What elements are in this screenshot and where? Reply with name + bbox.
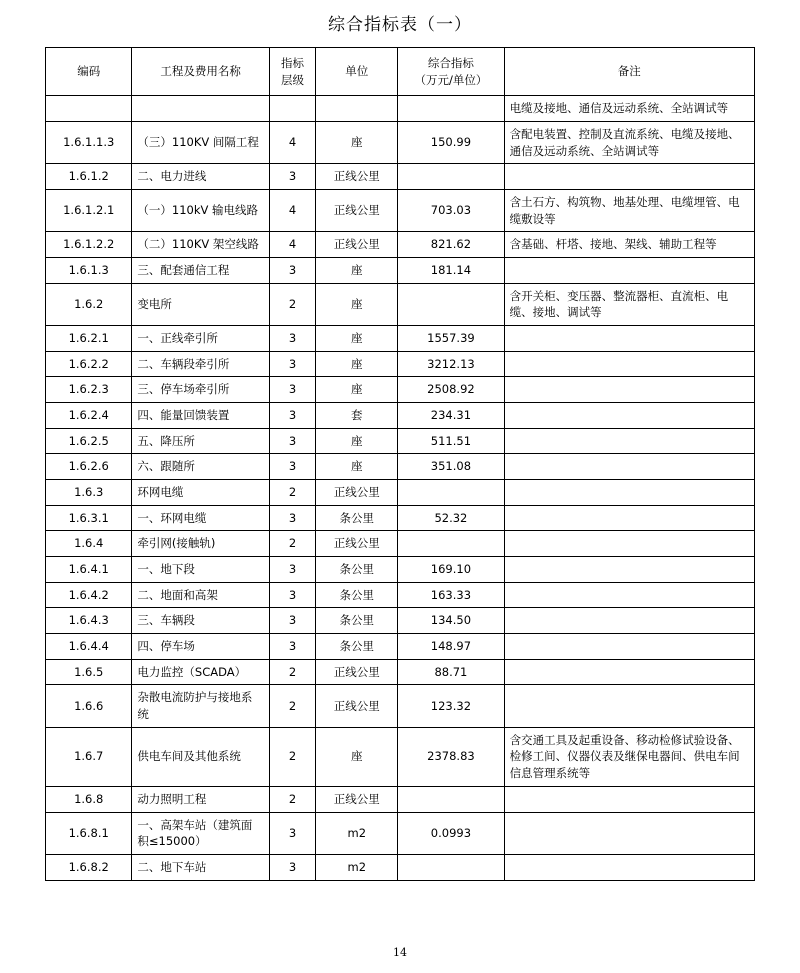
cell-unit: 套 [316, 403, 398, 429]
cell-name: 四、停车场 [132, 634, 269, 660]
cell-unit: 正线公里 [316, 232, 398, 258]
cell-code: 1.6.4.4 [46, 634, 132, 660]
cell-unit: 条公里 [316, 634, 398, 660]
cell-code: 1.6.2.5 [46, 428, 132, 454]
cell-name: 一、高架车站（建筑面积≤15000） [132, 812, 269, 854]
cell-code: 1.6.2 [46, 283, 132, 325]
cell-index [398, 96, 504, 122]
cell-code: 1.6.1.1.3 [46, 122, 132, 164]
cell-index: 2508.92 [398, 377, 504, 403]
cell-unit: 正线公里 [316, 190, 398, 232]
cell-unit: 座 [316, 428, 398, 454]
indicator-table-wrapper [45, 47, 755, 881]
header-index-line1: 综合指标 [427, 56, 474, 70]
cell-name: （二）110KV 架空线路 [132, 232, 269, 258]
cell-level: 2 [269, 480, 316, 506]
cell-code: 1.6.4 [46, 531, 132, 557]
cell-unit: 条公里 [316, 505, 398, 531]
cell-index: 123.32 [398, 685, 504, 727]
cell-level: 3 [269, 454, 316, 480]
cell-remark [504, 634, 754, 660]
header-level-line1: 指标 [281, 56, 305, 70]
cell-name: 二、车辆段牵引所 [132, 351, 269, 377]
cell-name [132, 96, 269, 122]
cell-remark [504, 685, 754, 727]
table-row [46, 122, 755, 164]
cell-code: 1.6.1.2.1 [46, 190, 132, 232]
table-row [46, 454, 755, 480]
cell-remark [504, 377, 754, 403]
cell-index [398, 786, 504, 812]
cell-name: 环网电缆 [132, 480, 269, 506]
cell-index: 134.50 [398, 608, 504, 634]
cell-level: 4 [269, 232, 316, 258]
cell-index: 821.62 [398, 232, 504, 258]
cell-index: 351.08 [398, 454, 504, 480]
header-level [269, 48, 316, 96]
table-row [46, 786, 755, 812]
table-row [46, 505, 755, 531]
cell-level: 2 [269, 283, 316, 325]
cell-name: 三、车辆段 [132, 608, 269, 634]
cell-level: 3 [269, 634, 316, 660]
cell-unit: 正线公里 [316, 786, 398, 812]
cell-unit: 条公里 [316, 557, 398, 583]
cell-unit: 座 [316, 454, 398, 480]
cell-code: 1.6.6 [46, 685, 132, 727]
table-row [46, 164, 755, 190]
cell-remark [504, 258, 754, 284]
table-row [46, 428, 755, 454]
table-row [46, 480, 755, 506]
cell-unit: 正线公里 [316, 685, 398, 727]
cell-remark [504, 403, 754, 429]
cell-level [269, 96, 316, 122]
cell-remark [504, 582, 754, 608]
cell-level: 3 [269, 403, 316, 429]
cell-name: 变电所 [132, 283, 269, 325]
cell-code: 1.6.2.1 [46, 326, 132, 352]
cell-name: （一）110kV 输电线路 [132, 190, 269, 232]
table-row [46, 258, 755, 284]
cell-unit: 条公里 [316, 582, 398, 608]
cell-index: 148.97 [398, 634, 504, 660]
table-row [46, 96, 755, 122]
cell-remark [504, 505, 754, 531]
cell-code: 1.6.8.1 [46, 812, 132, 854]
cell-unit: 正线公里 [316, 480, 398, 506]
cell-index: 3212.13 [398, 351, 504, 377]
cell-code: 1.6.8.2 [46, 854, 132, 880]
cell-remark [504, 659, 754, 685]
cell-code: 1.6.1.2.2 [46, 232, 132, 258]
table-row [46, 531, 755, 557]
cell-code: 1.6.2.6 [46, 454, 132, 480]
cell-level: 3 [269, 582, 316, 608]
cell-remark [504, 557, 754, 583]
cell-index: 181.14 [398, 258, 504, 284]
cell-name: 一、环网电缆 [132, 505, 269, 531]
cell-remark [504, 608, 754, 634]
cell-index: 703.03 [398, 190, 504, 232]
cell-remark [504, 454, 754, 480]
cell-unit: 正线公里 [316, 531, 398, 557]
table-row [46, 727, 755, 786]
cell-unit: 座 [316, 727, 398, 786]
cell-level: 4 [269, 122, 316, 164]
cell-level: 2 [269, 685, 316, 727]
cell-index: 52.32 [398, 505, 504, 531]
cell-index: 169.10 [398, 557, 504, 583]
indicator-table [45, 47, 755, 881]
table-row [46, 582, 755, 608]
table-row [46, 232, 755, 258]
cell-name: 五、降压所 [132, 428, 269, 454]
cell-code: 1.6.7 [46, 727, 132, 786]
cell-unit: 座 [316, 326, 398, 352]
page-title: 综合指标表（一） [328, 15, 472, 35]
cell-remark: 含配电装置、控制及直流系统、电缆及接地、通信及远动系统、全站调试等 [504, 122, 754, 164]
cell-unit: 座 [316, 377, 398, 403]
cell-code: 1.6.1.3 [46, 258, 132, 284]
cell-code: 1.6.3 [46, 480, 132, 506]
cell-level: 3 [269, 258, 316, 284]
table-row [46, 190, 755, 232]
table-row [46, 351, 755, 377]
cell-code: 1.6.4.3 [46, 608, 132, 634]
cell-level: 3 [269, 608, 316, 634]
cell-index: 1557.39 [398, 326, 504, 352]
header-remark: 备注 [504, 48, 754, 96]
table-body [46, 96, 755, 880]
cell-unit: 正线公里 [316, 659, 398, 685]
cell-remark [504, 351, 754, 377]
cell-name: 杂散电流防护与接地系统 [132, 685, 269, 727]
table-row [46, 608, 755, 634]
cell-name: 牵引网(接触轨) [132, 531, 269, 557]
cell-level: 3 [269, 326, 316, 352]
cell-level: 3 [269, 812, 316, 854]
cell-unit: 座 [316, 258, 398, 284]
table-row [46, 634, 755, 660]
cell-index [398, 531, 504, 557]
cell-name: 二、电力进线 [132, 164, 269, 190]
cell-index: 234.31 [398, 403, 504, 429]
table-row [46, 854, 755, 880]
table-row [46, 283, 755, 325]
cell-name: 六、跟随所 [132, 454, 269, 480]
cell-name: 二、地面和高架 [132, 582, 269, 608]
cell-remark [504, 480, 754, 506]
header-index-line2: （万元/单位） [414, 72, 488, 87]
cell-level: 2 [269, 786, 316, 812]
cell-name: 三、配套通信工程 [132, 258, 269, 284]
cell-remark [504, 854, 754, 880]
cell-name: 二、地下车站 [132, 854, 269, 880]
cell-unit: 正线公里 [316, 164, 398, 190]
cell-index: 150.99 [398, 122, 504, 164]
cell-level: 3 [269, 854, 316, 880]
cell-name: 供电车间及其他系统 [132, 727, 269, 786]
header-name: 工程及费用名称 [132, 48, 269, 96]
cell-level: 3 [269, 557, 316, 583]
cell-index [398, 480, 504, 506]
header-level-line2: 层级 [281, 72, 305, 87]
cell-index [398, 854, 504, 880]
table-row [46, 326, 755, 352]
cell-name: （三）110KV 间隔工程 [132, 122, 269, 164]
cell-unit: m2 [316, 854, 398, 880]
cell-code: 1.6.5 [46, 659, 132, 685]
table-row [46, 659, 755, 685]
cell-level: 3 [269, 351, 316, 377]
page-number: 14 [393, 946, 407, 959]
cell-index: 511.51 [398, 428, 504, 454]
cell-level: 3 [269, 428, 316, 454]
cell-code: 1.6.1.2 [46, 164, 132, 190]
table-row [46, 377, 755, 403]
cell-remark [504, 531, 754, 557]
cell-unit: 座 [316, 283, 398, 325]
cell-remark [504, 812, 754, 854]
header-index [398, 48, 504, 96]
cell-level: 3 [269, 505, 316, 531]
header-unit: 单位 [316, 48, 398, 96]
cell-level: 2 [269, 727, 316, 786]
cell-name: 三、停车场牵引所 [132, 377, 269, 403]
header-code: 编码 [46, 48, 132, 96]
cell-remark [504, 786, 754, 812]
cell-remark: 含土石方、构筑物、地基处理、电缆埋管、电缆敷设等 [504, 190, 754, 232]
cell-index: 88.71 [398, 659, 504, 685]
cell-name: 一、正线牵引所 [132, 326, 269, 352]
cell-level: 3 [269, 164, 316, 190]
cell-level: 4 [269, 190, 316, 232]
cell-remark: 电缆及接地、通信及远动系统、全站调试等 [504, 96, 754, 122]
cell-code: 1.6.4.2 [46, 582, 132, 608]
cell-name: 四、能量回馈装置 [132, 403, 269, 429]
cell-remark: 含交通工具及起重设备、移动检修试验设备、检修工间、仪器仪表及继保电器间、供电车间信息管理系统等 [504, 727, 754, 786]
cell-code: 1.6.2.3 [46, 377, 132, 403]
cell-remark [504, 164, 754, 190]
table-row [46, 403, 755, 429]
cell-code [46, 96, 132, 122]
cell-remark [504, 428, 754, 454]
cell-index: 163.33 [398, 582, 504, 608]
table-header-row [46, 48, 755, 96]
cell-index: 0.0993 [398, 812, 504, 854]
cell-unit: 座 [316, 351, 398, 377]
cell-code: 1.6.2.4 [46, 403, 132, 429]
cell-unit: m2 [316, 812, 398, 854]
cell-name: 电力监控（SCADA） [132, 659, 269, 685]
cell-code: 1.6.3.1 [46, 505, 132, 531]
cell-level: 3 [269, 377, 316, 403]
cell-remark [504, 326, 754, 352]
cell-level: 2 [269, 531, 316, 557]
table-row [46, 812, 755, 854]
table-row [46, 685, 755, 727]
cell-index [398, 164, 504, 190]
cell-level: 2 [269, 659, 316, 685]
cell-index: 2378.83 [398, 727, 504, 786]
cell-unit: 座 [316, 122, 398, 164]
cell-code: 1.6.8 [46, 786, 132, 812]
table-header [46, 48, 755, 96]
cell-index [398, 283, 504, 325]
cell-code: 1.6.2.2 [46, 351, 132, 377]
cell-remark: 含开关柜、变压器、整流器柜、直流柜、电缆、接地、调试等 [504, 283, 754, 325]
cell-unit [316, 96, 398, 122]
cell-name: 动力照明工程 [132, 786, 269, 812]
cell-code: 1.6.4.1 [46, 557, 132, 583]
cell-unit: 条公里 [316, 608, 398, 634]
cell-name: 一、地下段 [132, 557, 269, 583]
cell-remark: 含基础、杆塔、接地、架线、辅助工程等 [504, 232, 754, 258]
table-row [46, 557, 755, 583]
